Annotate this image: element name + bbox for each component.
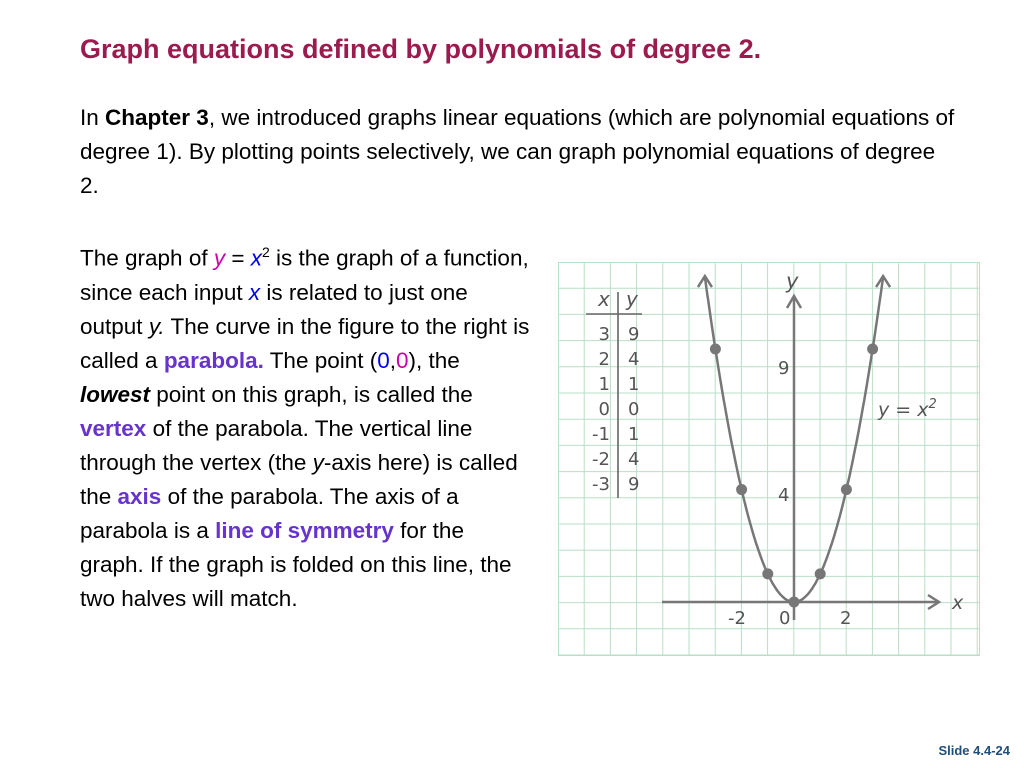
- body-text: of the parabola. The axis of a parabola is a: [80, 483, 459, 543]
- table-cell-y: 0: [628, 399, 640, 420]
- body-text: =: [225, 245, 251, 271]
- table-cell-x: -1: [592, 424, 610, 445]
- grid-border: [559, 263, 980, 656]
- table-cell-y: 4: [628, 349, 640, 370]
- x-tick-label: 0: [779, 608, 791, 629]
- graph-grid: [558, 262, 980, 656]
- y-axis-label: y: [786, 269, 799, 293]
- table-cell-y: 1: [628, 374, 640, 395]
- parabola-graph: [558, 262, 980, 656]
- body-text: The graph of: [80, 245, 214, 271]
- var-x: x: [250, 245, 262, 271]
- slide-number: Slide 4.4-24: [938, 743, 1010, 758]
- body-text: ,: [389, 347, 397, 373]
- table-header-x: x: [598, 287, 610, 311]
- table-cell-y: 4: [628, 449, 640, 470]
- exponent: 2: [262, 244, 270, 260]
- body-paragraph: [80, 235, 532, 616]
- body-text: for the graph. If the graph is folded on this line, the two halves will match.: [80, 517, 512, 611]
- intro-text: In: [80, 105, 106, 130]
- x-tick-label: -2: [728, 608, 746, 629]
- table-rows: [592, 324, 639, 495]
- table-cell-x: 1: [598, 374, 610, 395]
- curve-label: $y = x^2$: [878, 397, 937, 421]
- slide-title: Graph equations defined by polynomials of degree 2.: [80, 34, 762, 64]
- x-tick-label: 2: [840, 608, 852, 629]
- keyword-axis: axis: [117, 483, 162, 509]
- var-y-axis: y: [312, 449, 324, 475]
- intro-paragraph: [80, 101, 960, 203]
- emphasis-lowest: lowest: [80, 381, 151, 407]
- intro-text-rest: , we introduced graphs linear equations (which are polynomial equations of degree 1). By plotting points selectively, we can graph polynomial equations of degree 2.: [80, 105, 955, 198]
- table-cell-y: 9: [628, 324, 640, 345]
- table-cell-x: 0: [598, 399, 610, 420]
- data-point: [710, 344, 721, 355]
- data-point: [762, 568, 773, 579]
- table-header-y: y: [626, 287, 638, 311]
- data-point: [789, 597, 800, 608]
- body-text: -axis here) is called the: [80, 449, 518, 509]
- vertex-y-value: 0: [396, 347, 409, 373]
- body-text: of the parabola. The vertical line through the vertex (the: [80, 415, 473, 475]
- body-text: The point (: [263, 347, 378, 373]
- body-text: is the graph of a function, since each input: [80, 245, 529, 305]
- table-cell-x: -2: [592, 449, 610, 470]
- var-x: x: [248, 279, 261, 305]
- table-cell-x: 3: [598, 324, 610, 345]
- keyword-parabola: parabola.: [163, 347, 264, 373]
- keyword-line-of-symmetry: line of symmetry: [215, 517, 394, 543]
- x-axis-label: x: [952, 592, 964, 614]
- body-text: point on this graph, is called the: [150, 381, 473, 407]
- y-tick-label: 9: [778, 358, 790, 379]
- data-point: [736, 484, 747, 495]
- chapter-reference: Chapter 3: [105, 105, 209, 130]
- table-cell-y: 9: [628, 474, 640, 495]
- var-y-output: y.: [148, 313, 165, 339]
- data-point: [815, 568, 826, 579]
- body-text: The curve in the figure to the right is called a: [80, 313, 530, 373]
- table-cell-x: 2: [598, 349, 610, 370]
- axis-ticks: [728, 358, 851, 629]
- body-text: is related to just one output: [80, 279, 468, 339]
- table-cell-x: -3: [592, 474, 610, 495]
- vertex-x-value: 0: [377, 347, 390, 373]
- axes: [662, 269, 964, 620]
- data-point: [841, 484, 852, 495]
- table-cell-y: 1: [628, 424, 640, 445]
- data-point: [867, 344, 878, 355]
- keyword-vertex: vertex: [80, 415, 147, 441]
- body-text: ), the: [408, 347, 460, 373]
- y-tick-label: 4: [778, 485, 790, 506]
- var-y: y: [213, 245, 226, 271]
